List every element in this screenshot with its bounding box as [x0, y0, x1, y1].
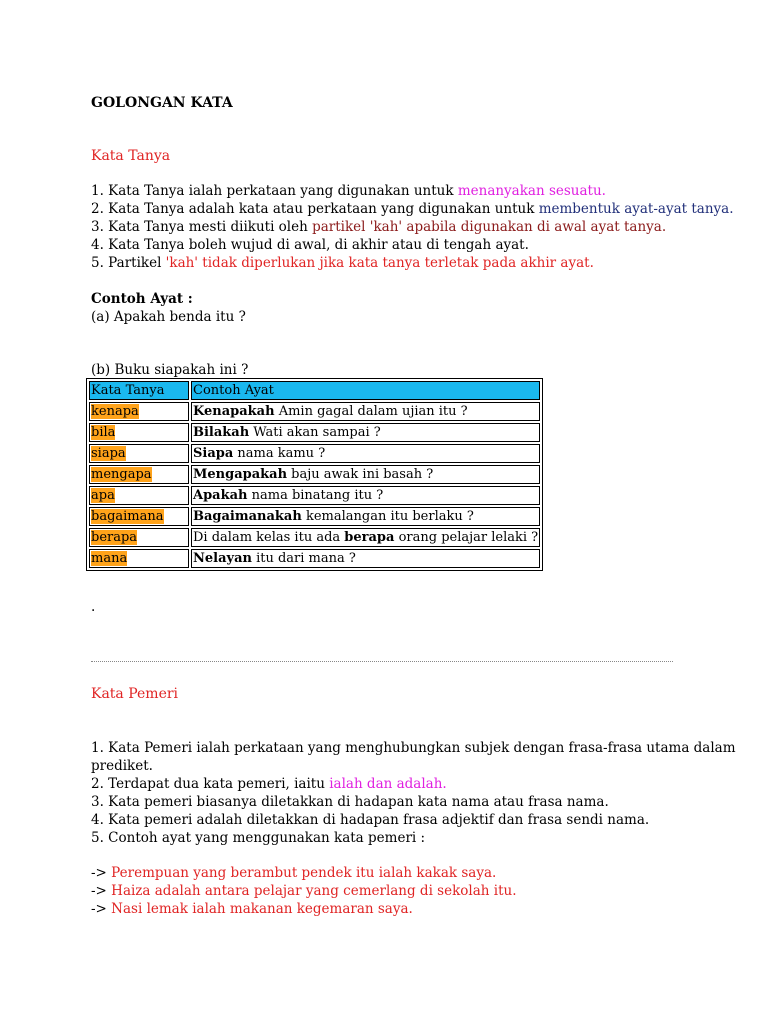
- example-bold: Kenapakah: [193, 404, 275, 419]
- example-rest: kemalangan itu berlaku ?: [301, 509, 474, 524]
- question-word: apa: [91, 488, 115, 503]
- example-rest: baju awak ini basah ?: [287, 467, 434, 482]
- point-text: 3. Kata Tanya mesti diikuti oleh: [91, 219, 313, 235]
- point-3: [91, 218, 666, 236]
- example-rest: nama kamu ?: [233, 446, 326, 461]
- point-highlight: partikel 'kah' apabila digunakan di awal ayat tanya.: [312, 219, 667, 235]
- arrow-marker: ->: [91, 883, 112, 899]
- question-word: bila: [91, 425, 116, 440]
- point-4: [91, 236, 529, 254]
- example-bold: Bagaimanakah: [193, 509, 302, 524]
- example-bold: Apakah: [193, 488, 248, 503]
- example-rest: Wati akan sampai ?: [249, 425, 381, 440]
- table-row: [89, 507, 540, 526]
- question-word: mengapa: [91, 467, 152, 482]
- point-highlight: ialah dan adalah.: [329, 776, 447, 792]
- pemeri-point-1-cont: prediket.: [91, 758, 153, 774]
- table-row: [89, 423, 540, 442]
- arrow-marker: ->: [91, 901, 112, 917]
- pemeri-point-4: 4. Kata pemeri adalah diletakkan di hadapan frasa adjektif dan frasa sendi nama.: [91, 812, 650, 828]
- kata-tanya-table: [86, 378, 543, 571]
- example-sentence: Nasi lemak ialah makanan kegemaran saya.: [111, 901, 413, 917]
- pemeri-point-5: 5. Contoh ayat yang menggunakan kata pemeri :: [91, 830, 426, 846]
- table-row: [89, 528, 540, 547]
- example-pre: Di dalam kelas itu ada: [193, 530, 345, 545]
- question-word: bagaimana: [91, 509, 164, 524]
- point-text: 2. Kata Tanya adalah kata atau perkataan yang digunakan untuk: [91, 201, 539, 217]
- point-text: 4. Kata Tanya boleh wujud di awal, di akhir atau di tengah ayat.: [91, 237, 529, 253]
- example-bold: berapa: [344, 530, 395, 545]
- column-header: Kata Tanya: [89, 381, 189, 400]
- example-b: (b) Buku siapakah ini ?: [91, 362, 249, 378]
- point-5: [91, 254, 594, 272]
- contoh-ayat-label: Contoh Ayat :: [91, 291, 193, 307]
- section-heading-kata-pemeri: Kata Pemeri: [91, 686, 179, 702]
- question-word: siapa: [91, 446, 126, 461]
- section-heading-kata-tanya: Kata Tanya: [91, 148, 171, 164]
- example-rest: Amin gagal dalam ujian itu ?: [274, 404, 468, 419]
- example-bold: Nelayan: [193, 551, 252, 566]
- dotted-divider: [91, 661, 673, 662]
- table-row: [89, 402, 540, 421]
- point-highlight: menanyakan sesuatu.: [457, 183, 606, 199]
- stray-dot: .: [91, 599, 96, 615]
- table-row: [89, 549, 540, 568]
- point-text: 2. Terdapat dua kata pemeri, iaitu: [91, 776, 330, 792]
- point-text: 1. Kata Tanya ialah perkataan yang digunakan untuk: [91, 183, 458, 199]
- example-rest: nama binatang itu ?: [247, 488, 384, 503]
- table-header-row: [89, 381, 540, 400]
- pemeri-point-3: 3. Kata pemeri biasanya diletakkan di hadapan kata nama atau frasa nama.: [91, 794, 609, 810]
- pemeri-example: [91, 882, 517, 900]
- example-a: (a) Apakah benda itu ?: [91, 309, 246, 325]
- example-bold: Bilakah: [193, 425, 250, 440]
- question-word: berapa: [91, 530, 138, 545]
- example-bold: Siapa: [193, 446, 234, 461]
- example-bold: Mengapakah: [193, 467, 288, 482]
- arrow-marker: ->: [91, 865, 112, 881]
- point-highlight: membentuk ayat-ayat tanya.: [538, 201, 734, 217]
- question-word: kenapa: [91, 404, 139, 419]
- point-2: [91, 200, 734, 218]
- example-sentence: Haiza adalah antara pelajar yang cemerlang di sekolah itu.: [111, 883, 517, 899]
- example-rest: orang pelajar lelaki ?: [394, 530, 539, 545]
- point-highlight: 'kah' tidak diperlukan jika kata tanya terletak pada akhir ayat.: [165, 255, 594, 271]
- pemeri-example: [91, 900, 413, 918]
- table-row: [89, 444, 540, 463]
- example-sentence: Perempuan yang berambut pendek itu ialah kakak saya.: [111, 865, 497, 881]
- point-text: 5. Partikel: [91, 255, 166, 271]
- pemeri-point-2: [91, 775, 447, 793]
- column-header: Contoh Ayat: [191, 381, 540, 400]
- table-row: [89, 465, 540, 484]
- table-row: [89, 486, 540, 505]
- example-rest: itu dari mana ?: [251, 551, 356, 566]
- page-title: GOLONGAN KATA: [91, 95, 233, 111]
- pemeri-example: [91, 864, 496, 882]
- pemeri-point-1: 1. Kata Pemeri ialah perkataan yang menghubungkan subjek dengan frasa-frasa utama dalam: [91, 740, 736, 756]
- point-1: [91, 182, 606, 200]
- question-word: mana: [91, 551, 128, 566]
